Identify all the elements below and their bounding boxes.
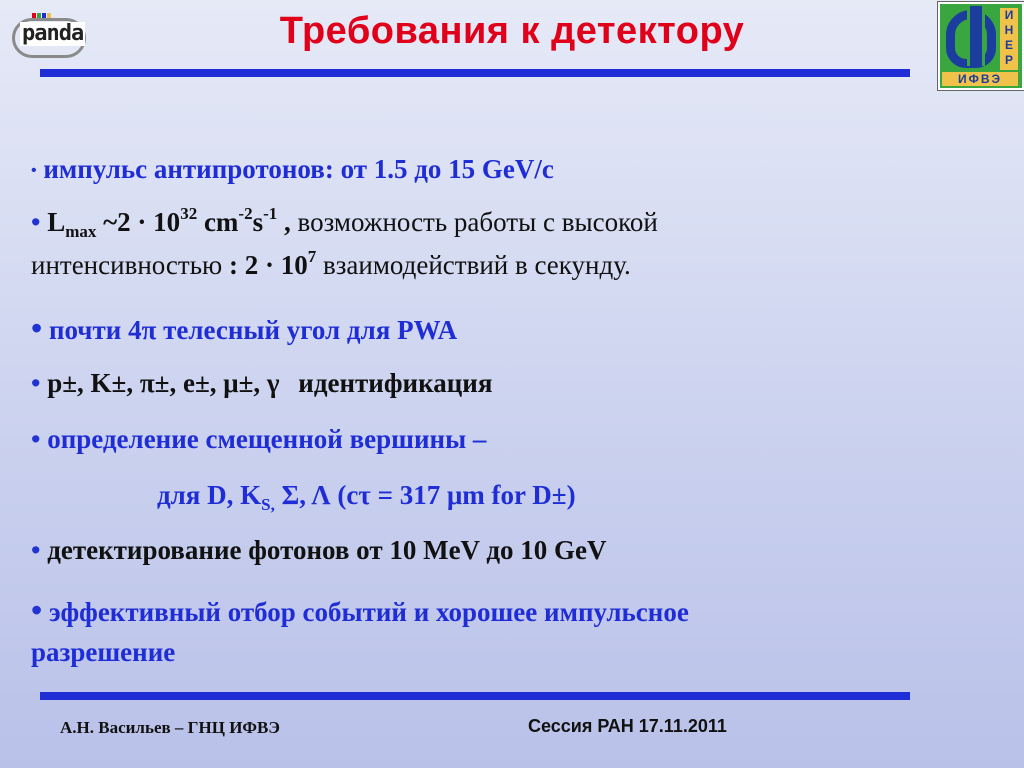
bullet-value: от 1.5 до 15 GeV/c [340, 154, 554, 184]
luminosity-text: возможность работы с высокой [297, 207, 658, 237]
vertex-particles: для D, $K_{S,}$ Σ, Λ (cτ = 317 μm for D±) [157, 480, 576, 514]
bullet-solid-angle [31, 310, 457, 347]
bullet-dot: • [31, 424, 41, 454]
bullet-dot: • [31, 592, 43, 628]
event-selection-text: эффективный отбор событий и хорошее импульсное [48, 597, 689, 627]
vertex-detail [157, 480, 576, 514]
bullet-dot: • [31, 310, 43, 346]
intensity-text: интенсивностью [31, 250, 223, 280]
panda-logo-text: panda [22, 21, 84, 46]
top-divider [40, 69, 910, 77]
bottom-divider [40, 692, 910, 700]
slide-title: Требования к детектору [279, 10, 745, 52]
bullet-event-selection-cont [31, 637, 175, 668]
luminosity-symbol: $L_{max}$ [47, 207, 97, 241]
pid-text: идентификация [298, 368, 493, 398]
bullet-dot: • [31, 162, 37, 179]
resolution-text: разрешение [31, 637, 176, 667]
bullet-photon-detection [31, 535, 606, 566]
solid-angle-text: почти 4π телесный угол для PWA [48, 315, 458, 345]
bullet-label: импульс антипротонов: [43, 154, 334, 184]
bullet-vertex [31, 424, 486, 455]
interaction-rate-text: взаимодействий в секунду. [322, 250, 631, 280]
bullet-pid [31, 368, 492, 399]
bullet-dot: • [31, 207, 41, 237]
photon-detection-text: детектирование фотонов от 10 MeV до 10 GeV [47, 535, 607, 565]
bullet-event-selection [31, 592, 689, 629]
bullet-dot: • [31, 535, 41, 565]
interaction-rate: $2 \cdot 10^7$ [244, 247, 317, 280]
ihep-logo-side-text: И Н Е Р [1000, 8, 1018, 70]
bullet-luminosity [31, 204, 658, 241]
particle-list: p±, K±, π±, e±, μ±, γ [47, 368, 280, 398]
bullet-dot: • [31, 368, 41, 398]
bullet-antiproton-momentum [31, 154, 554, 185]
bullet-luminosity-cont [31, 247, 631, 281]
footer-session: Сессия РАН 17.11.2011 [528, 716, 727, 736]
luminosity-value: ~2 · $10^{32}$ $cm^{-2}s^{-1}$ , [103, 204, 291, 237]
footer-author: А.Н. Васильев – ГНЦ ИФВЭ [60, 718, 280, 737]
ihep-logo-bottom-text: ИФВЭ [942, 72, 1018, 86]
intensity-colon: : [228, 250, 238, 280]
vertex-text: определение смещенной вершины – [47, 424, 487, 454]
